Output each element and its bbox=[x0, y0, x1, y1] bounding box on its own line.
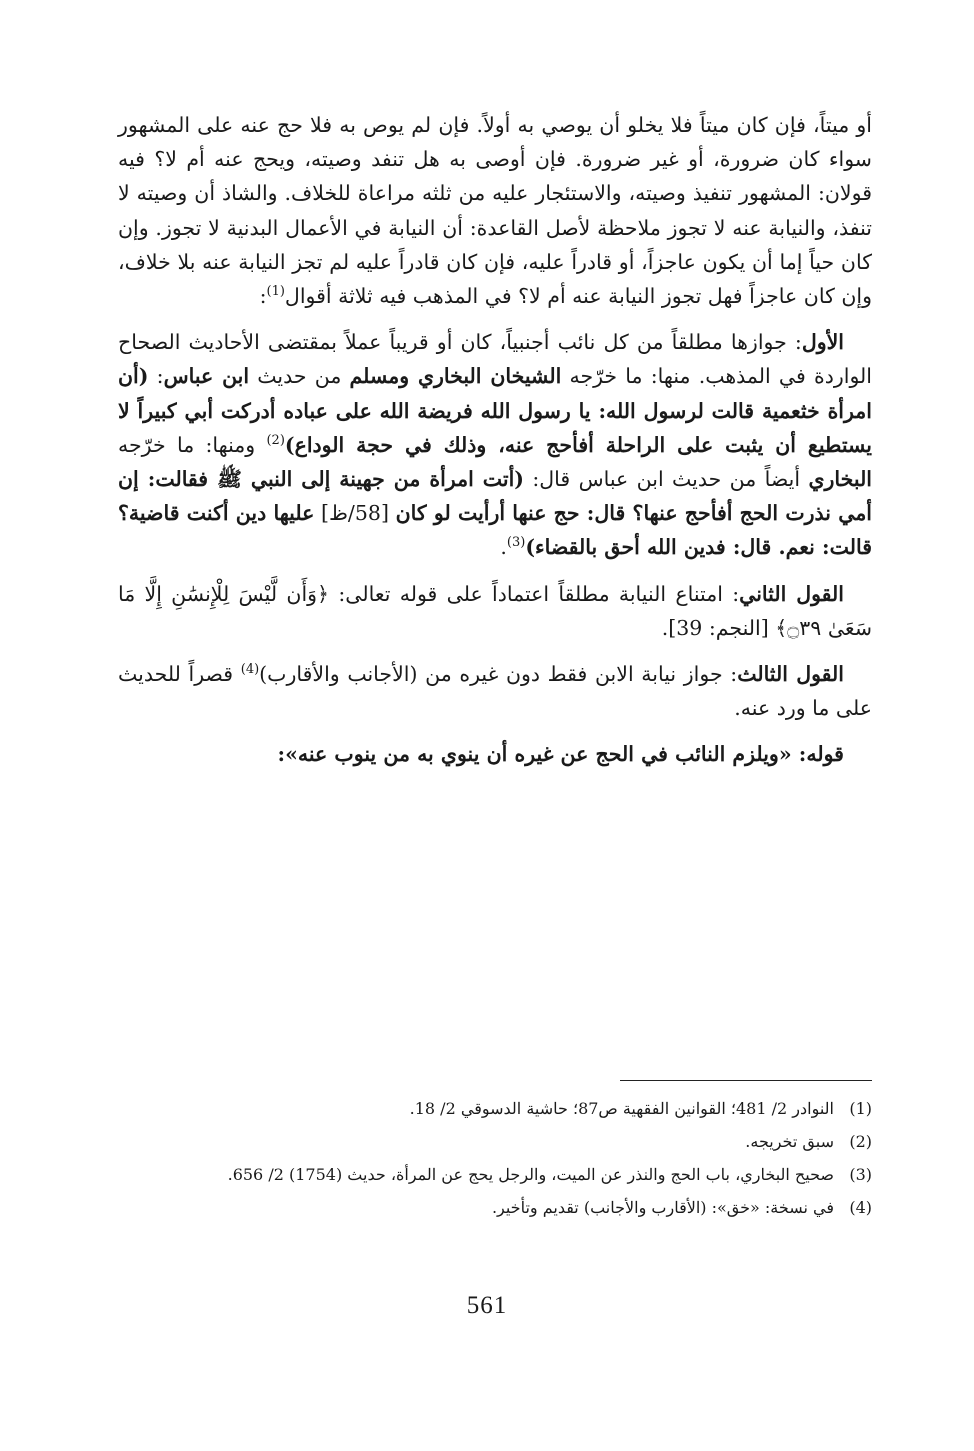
first-opinion-text: : جوازها مطلقاً من كل نائب أجنبياً، كان أو قريباً عملاً بمقتضى الأحاديث الصحاح الواردة في المذهب. منها: ما خرّجه bbox=[118, 330, 872, 389]
footnote-text: صحيح البخاري، باب الحج والنذر عن الميت، والرجل يحج عن المرأة، حديث (1754) 2/ 656. bbox=[227, 1165, 834, 1184]
footnote-ref-3: (3) bbox=[506, 535, 526, 551]
second-opinion-text: : امتناع النيابة مطلقاً اعتماداً على قوله تعالى: bbox=[329, 581, 740, 606]
hadith-juhayna: (أتت امرأة من جهينة إلى النبي ﷺ فقالت: إن أمي نذرت الحج أفأحج عنها؟ قال: حج عنها أرأيت لو كان bbox=[118, 467, 872, 526]
footnote-text: سبق تخريجه. bbox=[745, 1132, 834, 1151]
footnote-ref-2: (2) bbox=[266, 433, 285, 448]
first-opinion-text-3: : bbox=[148, 364, 164, 389]
footnote-1 bbox=[118, 1094, 872, 1123]
hadith-juhayna-cont: عليها دين أكنت قاضية؟ قالت: نعم. قال: فدين الله أحق بالقضاء) bbox=[118, 501, 872, 560]
first-opinion-label: الأول bbox=[801, 330, 844, 355]
paragraph-third-opinion bbox=[118, 657, 872, 725]
page-number: 561 bbox=[466, 1292, 508, 1319]
second-opinion-label: القول الثاني bbox=[739, 581, 844, 606]
footnote-3 bbox=[118, 1160, 872, 1189]
first-opinion-text-5: أيضاً من حديث ابن عباس قال: bbox=[524, 467, 809, 492]
paragraph-quote bbox=[118, 737, 872, 771]
footnote-ref-4: (4) bbox=[240, 662, 260, 678]
footnote-number: (1) bbox=[849, 1099, 872, 1118]
paragraph-second-opinion bbox=[118, 577, 872, 645]
first-opinion-text-2: من حديث bbox=[249, 364, 350, 389]
quran-verse: ﴿وَأَن لَّيْسَ لِلْإِنسَٰنِ إِلَّا مَا سَعَىٰ ۝٣٩﴾ bbox=[118, 581, 872, 640]
footnotes bbox=[118, 1094, 872, 1226]
paragraph-1-end: : bbox=[259, 284, 267, 309]
footnote-separator bbox=[620, 1080, 872, 1081]
footnote-number: (4) bbox=[849, 1198, 872, 1217]
first-opinion-end: . bbox=[500, 535, 507, 560]
quote-label: قوله bbox=[806, 742, 844, 767]
paragraph-1 bbox=[118, 108, 872, 313]
hadith-khathamiya: (أن امرأة خثعمية قالت لرسول الله: يا رسول الله فريضة الله على عباده أدركت أبي كبيراً لا يستطيع أن يثبت على الراحلة أفأحج عنه، وذلك في حجة الوداع) bbox=[118, 364, 873, 457]
footnote-2 bbox=[118, 1127, 872, 1156]
footnote-4 bbox=[118, 1193, 872, 1222]
footnote-text: في نسخة: «خق»: (الأقارب والأجانب) تقديم وتأخير. bbox=[491, 1198, 834, 1217]
manuscript-marker: [58/ظ] bbox=[314, 501, 396, 526]
footnote-number: (2) bbox=[849, 1132, 872, 1151]
main-text bbox=[118, 108, 872, 784]
quote-text: : «ويلزم النائب في الحج عن غيره أن ينوي به من ينوب عنه»: bbox=[277, 742, 807, 767]
verse-reference: [النجم: 39]. bbox=[661, 615, 776, 640]
third-opinion-text-2: قصراً للحديث على ما ورد عنه. bbox=[118, 662, 872, 721]
footnote-ref-1: (1) bbox=[266, 284, 285, 300]
footnote-number: (3) bbox=[849, 1165, 872, 1184]
footnote-text: النوادر 2/ 481؛ القوانين الفقهية ص87؛ حاشية الدسوقي 2/ 18. bbox=[409, 1099, 834, 1118]
third-opinion-text: : جواز نيابة الابن فقط دون غيره من (الأجانب والأقارب) bbox=[259, 662, 738, 687]
sheikhan-name: الشيخان البخاري ومسلم bbox=[349, 364, 562, 389]
paragraph-1-text: أو ميتاً، فإن كان ميتاً فلا يخلو أن يوصي به أولاً. فإن لم يوص به فلا حج عنه على المشهور سواء كان ضرورة، أو غير ضرورة. فإن أوصى به هل تنفد وصيته، ويحج عنه أم لا؟ فيه قولان: المشهور تنفيذ وصيته، والاستئجار عليه من ثلثه مراعاة للخلاف. والشاذ أن وصيته لا تنفذ، والنيابة عنه لا تجوز ملاحظة لأصل القاعدة: أن النيابة في الأعمال البدنية لا تجوز. وإن كان حياً إما أن يكون عاجزاً، أو قادراً عليه، فإن كان قادراً عليه لم تجز النيابة عنه بلا خلاف، وإن كان عاجزاً فهل تجوز النيابة عنه أم لا؟ في المذهب فيه ثلاثة أقوال bbox=[118, 113, 872, 309]
ibn-abbas-name: ابن عباس bbox=[163, 364, 250, 389]
first-opinion-text-4: ومنها: ما خرّجه bbox=[118, 432, 267, 457]
paragraph-first-opinion bbox=[118, 325, 872, 564]
third-opinion-label: القول الثالث bbox=[737, 662, 844, 687]
bukhari-name: البخاري bbox=[808, 467, 873, 492]
